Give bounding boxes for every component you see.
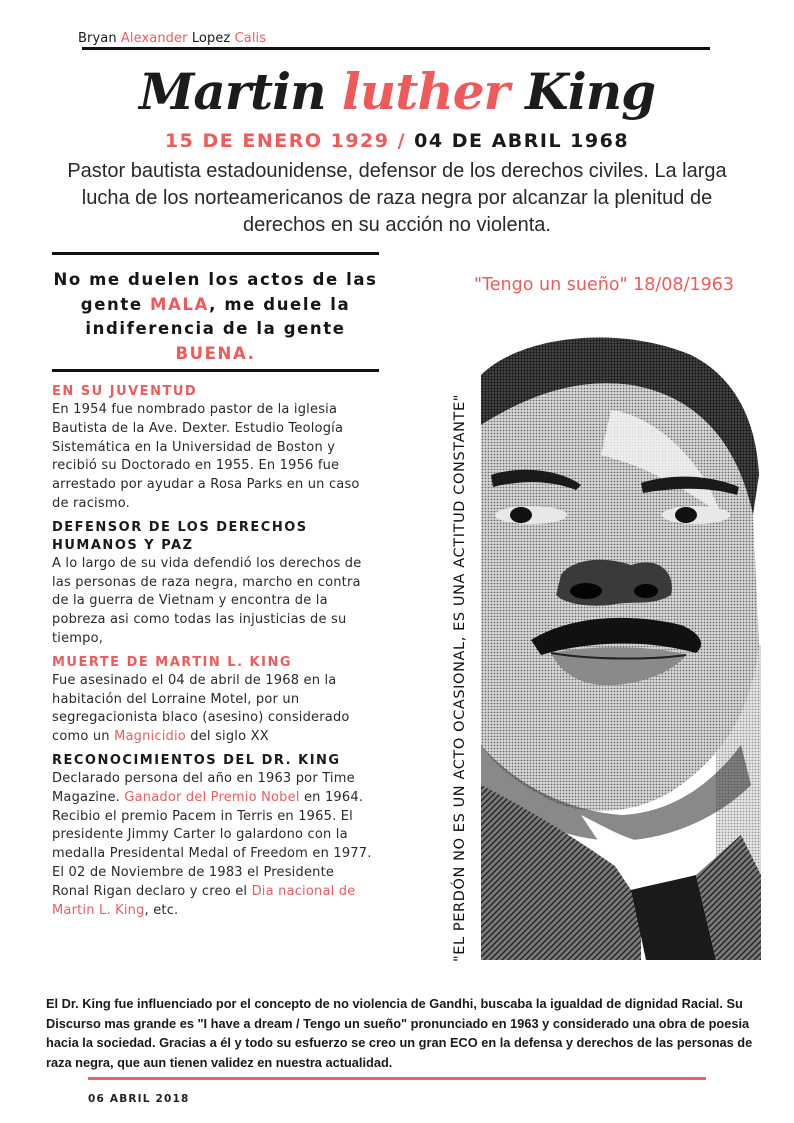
footer-date: 06 ABRIL 2018 [88,1093,190,1105]
quote-bottom-divider [52,369,379,372]
section-body [52,770,372,920]
section-reconocimientos [52,752,372,920]
section-juventud [52,383,372,514]
body-text: Fue asesinado el 04 de abril de 1968 en la habitación del Lorraine Motel, por un segregacionista blaco (asesino) considerado como un [52,672,350,745]
highlight-nobel: Ganador del Premio Nobel [124,789,300,805]
body-text: en 1964. Recibio el premio Pacem in Terris en 1965. El presidente Jimmy Carter lo galardono con la medalla Presidental Medal of Freedom en 1977. El 02 de Noviembre de 1983 el Presidente Ronal Rigan declaro y creo el [52,789,372,899]
vertical-quote: "EL PERDÓN NO ES UN ACTO OCASIONAL, ES UNA ACTITUD CONSTANTE" [452,393,468,962]
intro-paragraph: Pastor bautista estadounidense, defensor de los derechos civiles. La larga lucha de los norteamericanos de raza negra por alcanzar la plenitud de derechos en su acción no violenta. [67,160,727,236]
section-defensor [52,519,372,649]
speech-caption: "Tengo un sueño" 18/08/1963 [474,275,734,295]
body-text: , etc. [144,902,179,918]
section-muerte [52,654,372,747]
page-title [0,62,794,122]
featured-quote [52,268,379,366]
title-part-3: King [508,62,656,121]
footer-divider [88,1077,706,1080]
quote-bad: MALA [149,294,210,314]
biography-column [52,383,372,925]
body-text: Declarado persona del año en 1963 por Time Magazine. [52,770,355,805]
author-first: Bryan [78,31,117,46]
death-date: 04 DE ABRIL 1968 [414,130,630,152]
birth-date: 15 DE ENERO 1929 / [164,130,415,152]
life-dates [0,130,794,152]
section-heading: DEFENSOR DE LOS DERECHOS HUMANOS Y PAZ [52,519,308,553]
highlight-dia-nacional: Dia nacional de Martin L. King [52,883,356,918]
section-body: A lo largo de su vida defendió los derechos de las personas de raza negra, marcho en contra de la guerra de Vietnam y encontra de la pobreza asi como todas las injusticias de su tiempo, [52,555,362,646]
portrait-photo [481,315,761,960]
quote-top-divider [52,252,379,255]
quote-part-1: No me duelen los actos de las gente [53,270,378,314]
section-heading: EN SU JUVENTUD [52,384,198,399]
author-name [78,31,266,46]
section-body [52,672,372,747]
section-heading: RECONOCIMIENTOS DEL DR. KING [52,752,341,768]
section-heading: MUERTE DE MARTIN L. KING [52,654,293,670]
author-fourth: Calis [234,31,267,46]
quote-good: BUENA. [175,343,256,363]
quote-part-2: , me duele la indiferencia de la gente [85,294,351,338]
author-third: Lopez [191,31,231,46]
top-divider [82,47,710,50]
body-text: del siglo XX [185,729,269,745]
title-part-1: Martin [138,62,342,121]
highlight-magnicidio: Magnicidio [114,729,186,745]
author-second: Alexander [120,31,188,46]
summary-paragraph: El Dr. King fue influenciado por el concepto de no violencia de Gandhi, buscaba la igualdad de dignidad Racial. Su Discurso mas grande es "I have a dream / Tengo un sueño" pronunciado en 1963 y considerado una obra de poesia hacia la sociedad. Gracias a él y todo su esfuerzo se creo un gran ECO en la defensa y derechos de las personas de raza negra, que aun tienen validez en nuestra actualidad. [46,996,753,1070]
title-part-2: luther [341,62,509,121]
section-body: En 1954 fue nombrado pastor de la iglesia Bautista de la Ave. Dexter. Estudio Teología Sistemática en la Universidad de Boston y recibió su Doctorado en 1955. En 1956 fue arrestado por ayudar a Rosa Parks en un caso de racismo. [52,402,360,511]
